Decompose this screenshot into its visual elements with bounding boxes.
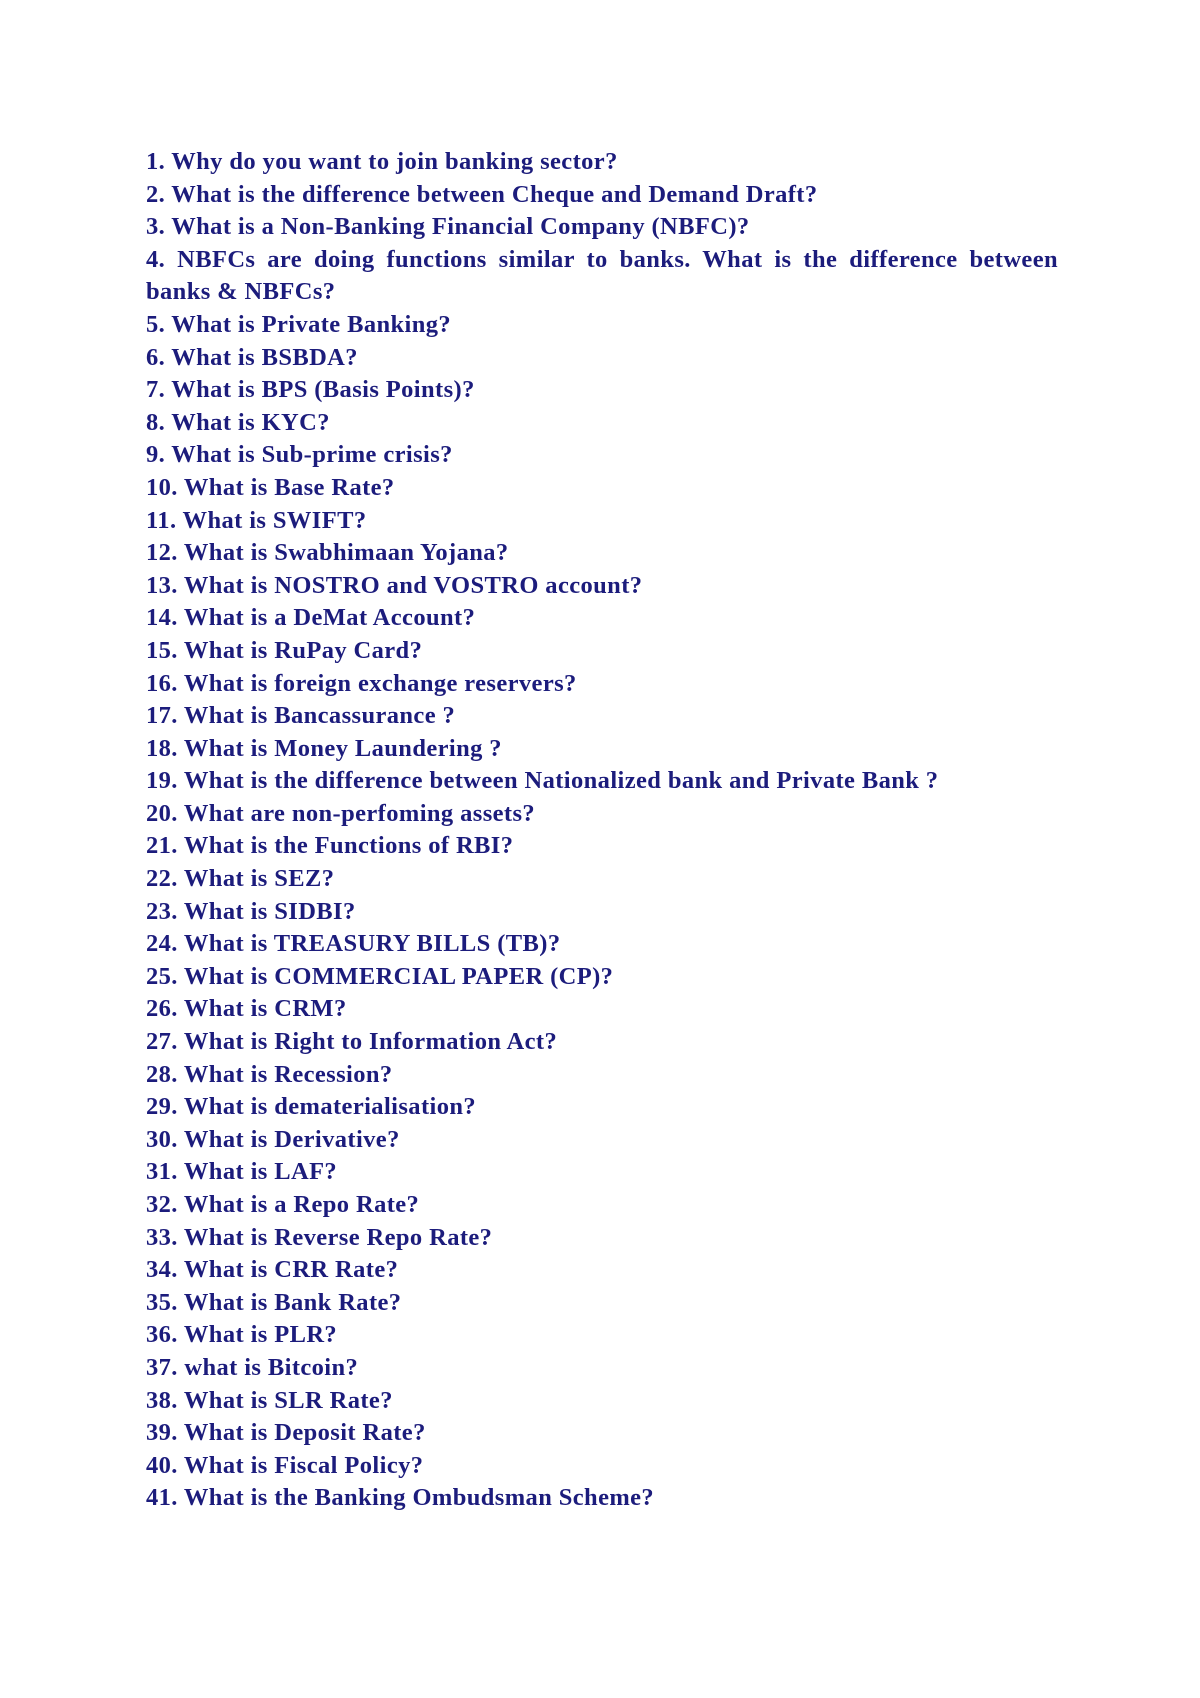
question-item: 2. What is the difference between Cheque and Demand Draft? bbox=[146, 180, 818, 208]
question-item: 16. What is foreign exchange reservers? bbox=[146, 669, 577, 697]
question-item: 25. What is COMMERCIAL PAPER (CP)? bbox=[146, 962, 614, 990]
question-item: 20. What are non-perfoming assets? bbox=[146, 799, 536, 827]
question-item: 1. Why do you want to join banking sector? bbox=[146, 148, 618, 175]
question-item: 36. What is PLR? bbox=[146, 1321, 338, 1349]
question-item: 5. What is Private Banking? bbox=[146, 310, 452, 338]
question-item: 14. What is a DeMat Account? bbox=[146, 604, 476, 632]
question-item: 7. What is BPS (Basis Points)? bbox=[146, 376, 475, 404]
question-item: 33. What is Reverse Repo Rate? bbox=[146, 1223, 493, 1251]
question-item: 22. What is SEZ? bbox=[146, 865, 335, 893]
question-item: 21. What is the Functions of RBI? bbox=[146, 832, 514, 860]
question-item: 28. What is Recession? bbox=[146, 1060, 393, 1088]
question-item: 34. What is CRR Rate? bbox=[146, 1256, 399, 1284]
question-list bbox=[146, 146, 1058, 1515]
question-item: 3. What is a Non-Banking Financial Company (NBFC)? bbox=[146, 213, 750, 241]
question-item: 15. What is RuPay Card? bbox=[146, 636, 423, 664]
question-item: 35. What is Bank Rate? bbox=[146, 1288, 402, 1316]
question-item: 40. What is Fiscal Policy? bbox=[146, 1451, 424, 1479]
question-item: 9. What is Sub-prime crisis? bbox=[146, 441, 453, 469]
question-item: 37. what is Bitcoin? bbox=[146, 1353, 359, 1381]
question-item: 23. What is SIDBI? bbox=[146, 897, 356, 925]
question-item: 38. What is SLR Rate? bbox=[146, 1386, 393, 1414]
question-item: 39. What is Deposit Rate? bbox=[146, 1419, 426, 1447]
question-item: 18. What is Money Laundering ? bbox=[146, 734, 502, 762]
question-item: 8. What is KYC? bbox=[146, 408, 330, 436]
question-item: 17. What is Bancassurance ? bbox=[146, 702, 456, 730]
question-item: 31. What is LAF? bbox=[146, 1158, 338, 1186]
question-item: 10. What is Base Rate? bbox=[146, 473, 395, 501]
question-item: 19. What is the difference between Nationalized bank and Private Bank ? bbox=[146, 767, 939, 795]
question-item: 24. What is TREASURY BILLS (TB)? bbox=[146, 930, 561, 958]
question-item: 12. What is Swabhimaan Yojana? bbox=[146, 539, 509, 567]
question-item: 4. NBFCs are doing functions similar to banks. What is the difference between banks & NBFCs? bbox=[146, 245, 1058, 306]
question-item: 27. What is Right to Information Act? bbox=[146, 1028, 558, 1056]
question-item: 26. What is CRM? bbox=[146, 995, 347, 1023]
question-item: 29. What is dematerialisation? bbox=[146, 1093, 477, 1121]
question-item: 11. What is SWIFT? bbox=[146, 506, 367, 534]
question-item: 41. What is the Banking Ombudsman Scheme? bbox=[146, 1484, 655, 1512]
question-item: 30. What is Derivative? bbox=[146, 1125, 400, 1153]
question-item: 6. What is BSBDA? bbox=[146, 343, 358, 371]
question-item: 32. What is a Repo Rate? bbox=[146, 1191, 420, 1218]
question-item: 13. What is NOSTRO and VOSTRO account? bbox=[146, 571, 643, 599]
